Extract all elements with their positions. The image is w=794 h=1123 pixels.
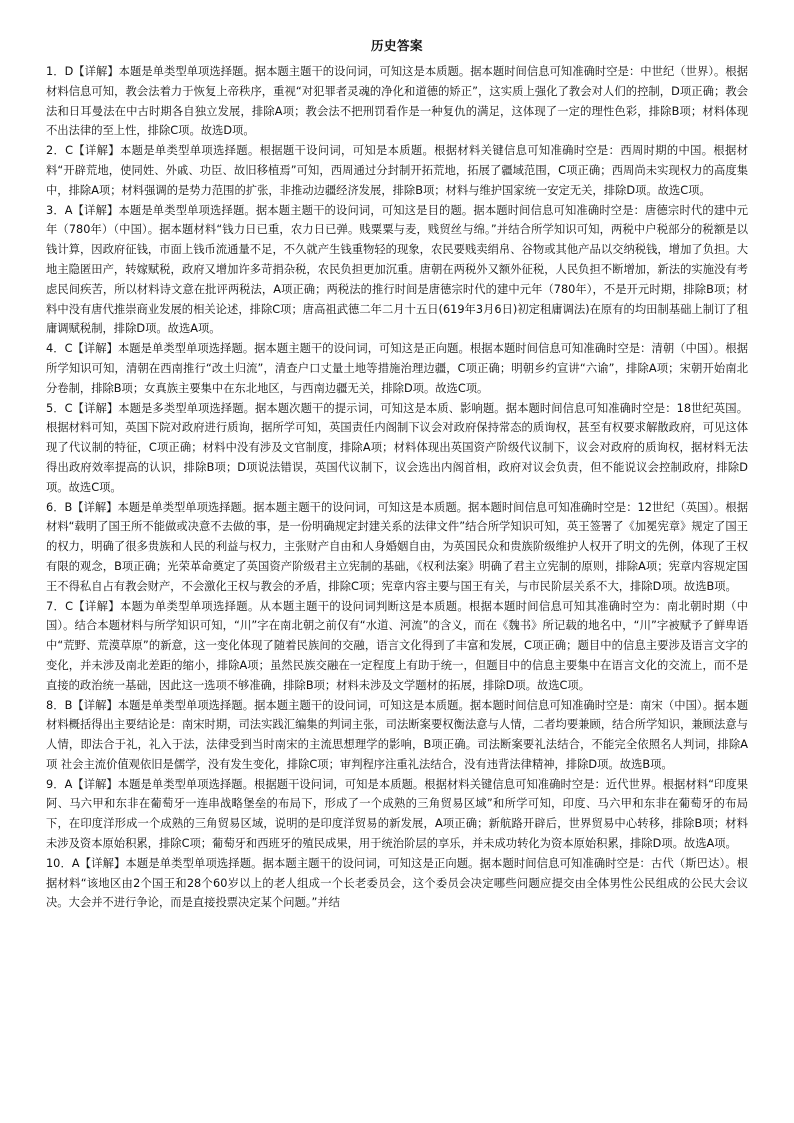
answer-9: 9．A【详解】本题是单类型单项选择题。根据题干设问词，可知是本质题。根据材料关键信息可知准确时空是：近代世界。根据材料“印度果阿、马六甲和东非在葡萄牙一连串战略堡垒的布局下，形成了一个成熟的三角贸易区域”和所学可知，印度、马六甲和东非在葡萄牙的布局下，在印度洋形成一个成熟的三角贸易区域，说明的是印度洋贸易的新发展，A项正确；新航路开辟后，世界贸易中心转移，排除B项；材料未涉及资本原始积累，排除C项；葡萄牙和西班牙的殖民成果，用于统治阶层的享乐，并未成功转化为资本原始积累，排除D项。故选A项。 [46, 777, 748, 851]
page-title: 历史答案 [370, 38, 423, 53]
answer-10: 10．A【详解】本题是单类型单项选择题。据本题主题干的设问词，可知这是正向题。据本题时间信息可知准确时空是：古代（斯巴达）。根据材料“该地区由2个国王和28个60岁以上的老人组成一个长老委员会，这个委员会决定哪些问题应提交由全体男性公民组成的公民大会议决。大会并不进行争论，而是直接投票决定某个问题。”并结 [46, 856, 748, 910]
answer-1: 1．D【详解】本题是单类型单项选择题。据本题主题干的设问词，可知这是本质题。据本题时间信息可知准确时空是：中世纪（世界）。根据材料信息可知，教会法着力于恢复上帝秩序，重视“对犯罪者灵魂的净化和道德的矫正”，这实质上强化了教会对人们的控制，D项正确；教会法和日耳曼法在中古时期各自独立发展，排除A项；教会法不把刑罚看作是一种复仇的满足，这体现了一定的理性色彩，排除B项；材料体现不出法律的至上性，排除C项。故选D项。 [46, 65, 748, 138]
answer-3: 3．A【详解】本题是单类型单项选择题。据本题主题干的设问词，可知这是目的题。据本题时间信息可知准确时空是：唐德宗时代的建中元年（780年）（中国）。据本题材料“钱力日已重，农力日已弹。贱粟粟与麦，贱贸丝与绵。”并结合所学知识可知，两税中户税部分的税额是以钱计算，因政府征钱，市面上钱币流通量不足，不久就产生钱重物轻的现象，农民要贱卖绢帛、谷物或其他产品以交纳税钱，增加了负担。大地主隐匿田产，转嫁赋税，政府又增加许多苛捐杂税，农民负担更加沉重。唐朝在两税外又额外征税，人民负担不断增加，新法的实施没有考虑民间疾苦，所以材料诗文意在批评两税法，A项正确；两税法的推行时间是唐德宗时代的建中元年（780年），不是开元时期，排除B项；材料中没有唐代推崇商业发展的相关论述，排除C项；唐高祖武德二年二月十五日(619年3月6日)初定租庸调法)在原有的均田制基础上制订了租庸调赋税制，排除D项。故选A项。 [46, 203, 748, 336]
answer-2: 2．C【详解】本题是单类型单项选择题。根据题干设问词，可知是本质题。根据材料关键信息可知准确时空是：西周时期的中国。根据材料“开辟荒地，使同姓、外戚、功臣、故旧移植焉”可知，西周通过分封制开拓荒地，拓展了疆域范围，C项正确；西周尚未实现权力的高度集中，排除A项；材料强调的是势力范围的扩张，非推动边疆经济发展，排除B项；材料与维护国家统一安定无关，排除D项。故选C项。 [46, 144, 748, 197]
answer-6: 6．B【详解】本题是单类型单项选择题。据本题主题干的设问词，可知这是本质题。据本题时间信息可知准确时空是：12世纪（英国）。根据材料“载明了国王所不能做或决意不去做的事，是一份明确规定封建关系的法律文件”结合所学知识可知，英王签署了《加冕宪章》规定了国王的权力，明确了很多贵族和人民的利益与权力，主张财产自由和人身婚姻自由，为英国民众和贵族阶级维护人权开了明文的先例，体现了王权有限的观念，B项正确；光荣革命奠定了英国资产阶级君主立宪制的基础，《权利法案》明确了君主立宪制的原则，排除A项；宪章内容规定国王不得私自占有教会财产，不会激化王权与教会的矛盾，排除C项；宪章内容主要与国王有关，与市民阶层关系不大，排除D项。故选B项。 [46, 500, 748, 593]
answer-7: 7．C【详解】本题为单类型单项选择题。从本题主题干的设问词判断这是本质题。根据本题时间信息可知其准确时空为：南北朝时期（中国）。结合本题材料与所学知识可知，“川”字在南北朝之前仅有“水道、河流”的含义，而在《魏书》所记载的地名中，“川”字被赋予了鲜卑语中“荒野、荒漠草原”的新意，这一变化体现了随着民族间的交融，语言文化得到了丰富和发展，C项正确；题目中的信息主要涉及语言文字的变化，并未涉及南北差距的缩小，排除A项；虽然民族交融在一定程度上有助于统一，但题目中的信息主要集中在语言文化的交流上，而不是直接的政治统一基础，因此这一选项不够准确，排除B项；材料未涉及文学题材的拓展，排除D项。故选C项。 [46, 599, 748, 692]
answer-4: 4．C【详解】本题是单类型单项选择题。据本题主题干的设问词，可知这是正向题。根据本题时间信息可知准确时空是：清朝（中国）。根据所学知识可知，清朝在西南推行“改土归流”，清查户口丈量土地等措施治理边疆，C项正确；明朝乡约宣讲“六谕”，排除A项；宋朝开始南北分卷制，排除B项；女真族主要集中在东北地区，与西南边疆无关，排除D项。故选C项。 [46, 342, 748, 395]
answer-8: 8．B【详解】本题是单类型单项选择题。据本题主题干的设问词，可知这是本质题。据本题时间信息可知准确时空是：南宋（中国）。据本题材料概括得出主要结论是：南宋时期，司法实践汇编集的判词主张，司法断案要权衡法意与人情，二者均要兼顾，结合所学知识，兼顾法意与人情，即法合于礼，礼入于法，法律受到当时南宋的主流思想理学的影响，B项正确。司法断案要礼法结合，不能完全依照名人判词，排除A项 社会主流价值观依旧是儒学，没有发生变化，排除C项；审判程序注重礼法结合，没有违背法律精神，排除D项。故选B项。 [46, 698, 748, 771]
answer-list [46, 62, 748, 913]
answer-5: 5．C【详解】本题是多类型单项选择题。据本题次题干的提示词，可知这是本质、影响题。据本题时间信息可知准确时空是：18世纪英国。根据材料可知，英国下院对政府进行质询，据所学可知，英国责任内阁制下议会对政府保持常态的质询权，甚至有权要求解散政府，可见这体现了代议制的特征，C项正确；材料中没有涉及文官制度，排除A项；材料体现出英国资产阶级代议制下，议会对政府的质询权，据材料无法得出政府效率提高的认识，排除B项；D项说法错误，英国代议制下，议会选出内阁首相，政府对议会负责，但不能说议会控制政府，排除D项。故选C项。 [46, 401, 748, 494]
